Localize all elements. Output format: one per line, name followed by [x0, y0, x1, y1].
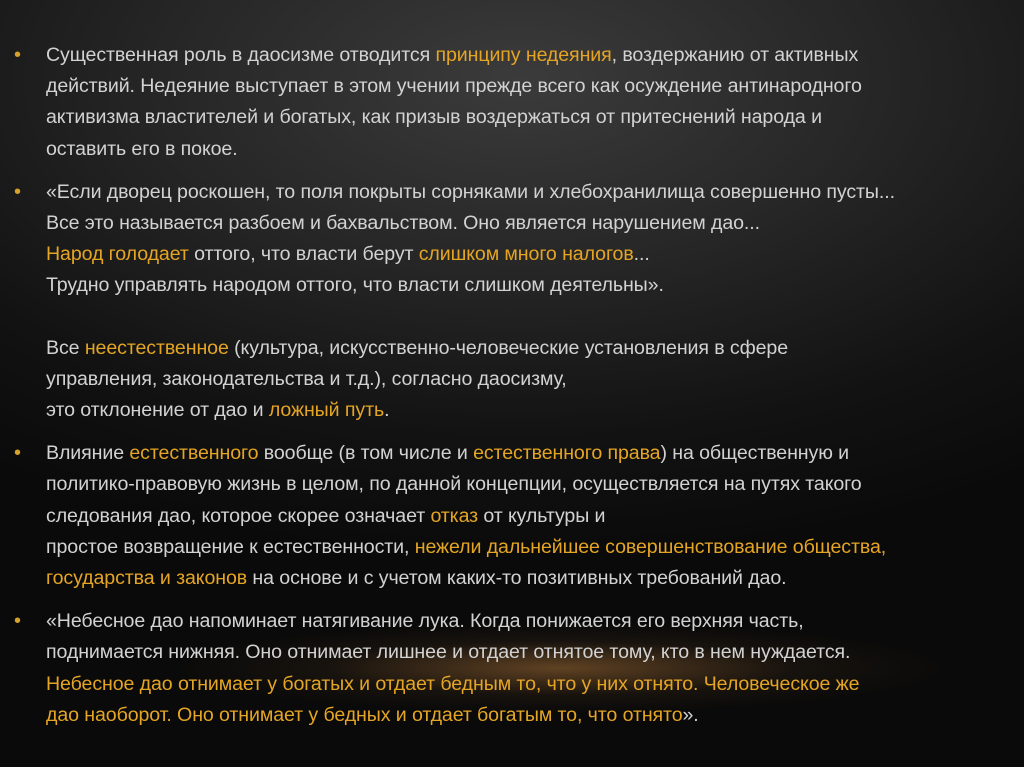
text-segment: управления, законодательства и т.д.), согласно даосизму, — [46, 367, 567, 390]
text-segment: следования дао, которое скорее означает — [46, 504, 431, 527]
text-segment: Трудно управлять народом оттого, что власти слишком деятельны». — [46, 274, 664, 297]
text-segment: . — [384, 399, 390, 422]
highlighted-phrase: принципу недеяния — [435, 44, 612, 66]
text-line — [46, 364, 1014, 395]
text-line — [46, 333, 1014, 364]
text-segment: политико-правовую жизнь в целом, по данной концепции, осуществляется на путях такого — [46, 473, 862, 496]
text-segment: «Небесное дао напоминает натягивание лука. Когда понижается его верхняя часть, — [46, 610, 804, 633]
text-segment: простое возвращение к естественности, — [46, 535, 415, 558]
text-line — [46, 501, 1014, 532]
text-segment: оставить его в покое. — [46, 137, 238, 160]
text-segment: Все — [46, 336, 85, 359]
text-segment: Все это называется разбоем и бахвальством. Оно является нарушением дао... — [46, 212, 760, 235]
bullet-item — [14, 438, 1014, 594]
highlighted-phrase: дао наоборот. Оно отнимает у бедных и отдает богатым то, что отнято — [46, 703, 683, 726]
text-segment: ) на общественную и — [660, 442, 850, 465]
text-segment: на основе и с учетом каких-то позитивных требований дао. — [247, 567, 787, 590]
highlighted-phrase: Небесное дао отнимает у богатых и отдает бедным то, что у них отнято. Человеческое же — [46, 672, 860, 695]
highlighted-phrase: нежели дальнейшее совершенствование общества, — [414, 535, 887, 558]
text-segment: ... — [633, 243, 650, 266]
text-segment: , воздержанию от активных — [611, 44, 859, 66]
text-line — [46, 71, 1014, 102]
text-line — [46, 134, 1014, 165]
text-line — [46, 606, 1014, 637]
text-segment: поднимается нижняя. Оно отнимает лишнее и отдает отнятое тому, кто в нем нуждается. — [46, 641, 851, 664]
paragraph-gap — [46, 302, 1014, 333]
text-line — [46, 40, 1014, 71]
text-line — [46, 700, 1014, 731]
text-line — [46, 669, 1014, 700]
text-segment: от культуры и — [478, 504, 606, 527]
text-segment: ». — [682, 703, 699, 726]
text-line — [46, 270, 1014, 301]
bullet-item — [14, 177, 1014, 426]
text-line — [46, 469, 1014, 500]
text-segment: это отклонение от дао и — [46, 399, 269, 422]
bullet-marker: • — [14, 44, 22, 66]
text-line — [46, 177, 1014, 208]
text-segment: вообще (в том числе и — [258, 442, 474, 465]
text-line — [46, 637, 1014, 668]
highlighted-phrase: естественного — [129, 442, 259, 465]
text-line — [46, 532, 1014, 563]
text-segment: активизма властителей и богатых, как призыв воздержаться от притеснений народа и — [46, 106, 822, 129]
text-segment: действий. Недеяние выступает в этом учении прежде всего как осуждение антинародного — [46, 75, 862, 98]
highlighted-phrase: естественного права — [473, 442, 661, 465]
bullet-marker: • — [14, 180, 22, 203]
text-line — [46, 395, 1014, 426]
text-segment: Влияние — [46, 442, 130, 465]
highlighted-phrase: ложный путь — [268, 399, 385, 422]
highlighted-phrase: неестественное — [84, 336, 229, 359]
bullet-marker: • — [14, 610, 22, 633]
highlighted-phrase: слишком много налогов — [418, 243, 634, 266]
text-line — [46, 208, 1014, 239]
highlighted-phrase: Народ голодает — [46, 243, 189, 266]
slide-content — [14, 40, 1014, 743]
text-line — [46, 102, 1014, 133]
text-segment: (культура, искусственно-человеческие установления в сфере — [228, 336, 789, 359]
text-segment: оттого, что власти берут — [188, 243, 419, 266]
highlighted-phrase: государства и законов — [46, 567, 248, 590]
text-segment: «Если дворец роскошен, то поля покрыты сорняками и хлебохранилища совершенно пусты... — [46, 180, 895, 203]
bullet-item — [14, 606, 1014, 731]
highlighted-phrase: отказ — [430, 504, 479, 527]
text-line — [46, 239, 1014, 270]
bullet-item — [14, 40, 1014, 165]
text-line — [46, 563, 1014, 594]
text-segment: Существенная роль в даосизме отводится — [46, 44, 436, 66]
bullet-marker: • — [14, 442, 22, 465]
text-line — [46, 438, 1014, 469]
